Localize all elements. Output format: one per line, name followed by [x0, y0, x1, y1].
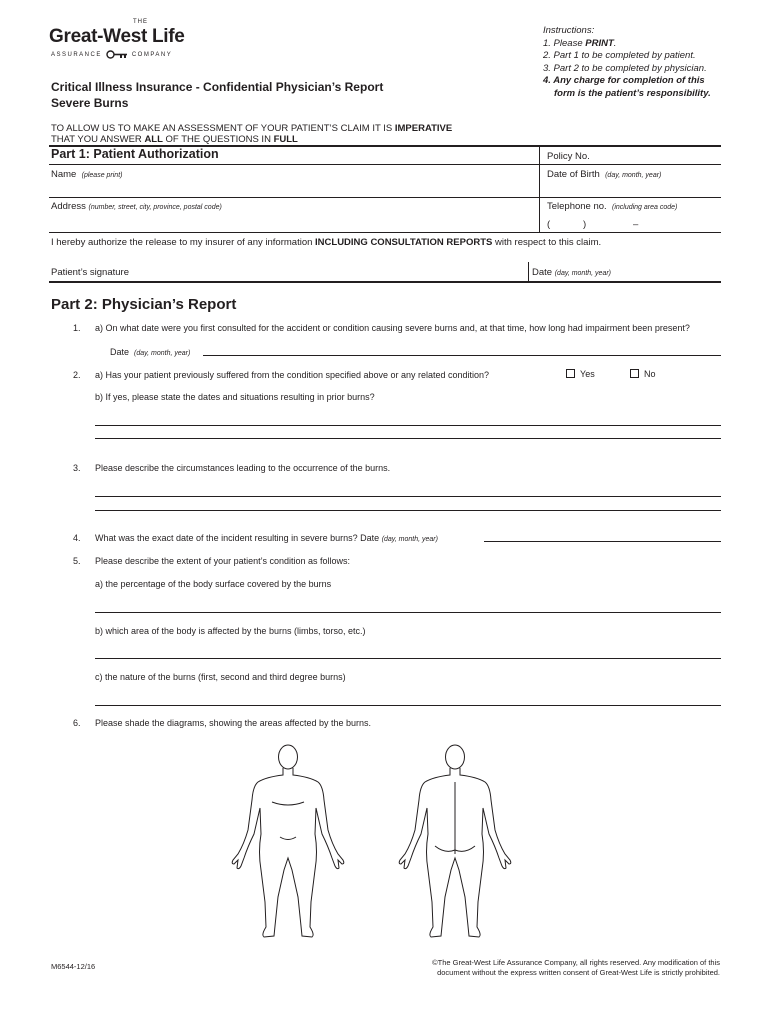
form-title-line1: Critical Illness Insurance - Confidential Physician’s Report	[51, 80, 384, 94]
instructions-heading: Instructions:	[543, 25, 595, 36]
divider	[49, 281, 721, 283]
q3-number: 3.	[73, 463, 81, 473]
yes-checkbox[interactable]	[566, 369, 575, 378]
phone-dash: –	[633, 219, 639, 230]
q1a-text: a) On what date were you first consulted for the accident or condition causing severe burns and, at that time, how long had impairment been present?	[95, 323, 690, 333]
q2-number: 2.	[73, 370, 81, 380]
instructions-line4b: form is the patient’s responsibility.	[554, 87, 711, 99]
q4-date-input[interactable]	[484, 541, 721, 542]
patient-signature-field[interactable]: Patient’s signature	[51, 267, 129, 278]
logo-sub-right: COMPANY	[131, 51, 173, 58]
phone-open-paren: (	[547, 219, 551, 230]
q5b-text: b) which area of the body is affected by the burns (limbs, torso, etc.)	[95, 626, 366, 636]
instructions-line2: 2. Part 1 to be completed by patient.	[543, 50, 696, 61]
instructions-line4a: 4. Any charge for completion of this	[543, 75, 705, 86]
divider	[528, 262, 529, 282]
name-field[interactable]: Name (please print)	[51, 169, 123, 180]
logo-subtitle	[51, 50, 172, 59]
q5-number: 5.	[73, 556, 81, 566]
company-logo: Great-West Life	[49, 26, 185, 47]
logo-the: THE	[133, 19, 148, 25]
form-title	[51, 79, 383, 111]
q2-no-option[interactable]: No	[630, 369, 656, 379]
answer-line[interactable]	[95, 510, 721, 511]
answer-line[interactable]	[95, 658, 721, 659]
divider	[49, 197, 721, 198]
body-front-diagram[interactable]	[228, 742, 348, 945]
answer-line[interactable]	[95, 438, 721, 439]
dob-field[interactable]: Date of Birth (day, month, year)	[547, 169, 662, 180]
q1-date-label: Date (day, month, year)	[110, 347, 191, 357]
q6-number: 6.	[73, 718, 81, 728]
form-code: M6544-12/16	[51, 962, 96, 971]
q2b-text: b) If yes, please state the dates and situations resulting in prior burns?	[95, 392, 375, 402]
authorization-statement: I hereby authorize the release to my insurer of any information INCLUDING CONSULTATION REPORTS with respect to this claim.	[51, 237, 602, 248]
instructions-line1: 1. Please PRINT.	[543, 37, 617, 49]
address-field[interactable]: Address (number, street, city, province, postal code)	[51, 201, 222, 212]
divider	[539, 145, 540, 233]
divider	[49, 164, 721, 165]
imperative-notice	[51, 124, 452, 145]
body-back-diagram[interactable]	[395, 742, 515, 945]
imperative-line1: TO ALLOW US TO MAKE AN ASSESSMENT OF YOUR PATIENT’S CLAIM IT IS IMPERATIVE	[51, 123, 453, 134]
q6-text: Please shade the diagrams, showing the areas affected by the burns.	[95, 718, 372, 728]
q5c-text: c) the nature of the burns (first, second and third degree burns)	[95, 672, 346, 682]
telephone-field[interactable]: Telephone no. (including area code)	[547, 201, 678, 212]
instructions	[543, 25, 711, 100]
key-icon	[106, 50, 128, 59]
part1-title: Part 1: Patient Authorization	[51, 147, 219, 161]
instructions-line3: 3. Part 2 to be completed by physician.	[543, 62, 707, 74]
answer-line[interactable]	[95, 705, 721, 706]
q1-number: 1.	[73, 323, 81, 333]
part2-title: Part 2: Physician’s Report	[51, 296, 237, 313]
logo-sub-left: ASSURANCE	[51, 51, 102, 58]
answer-line[interactable]	[95, 612, 721, 613]
imperative-line2: THAT YOU ANSWER ALL OF THE QUESTIONS IN FULL	[51, 133, 298, 145]
policy-number-label: Policy No.	[547, 151, 590, 162]
q1-date-input[interactable]	[203, 355, 721, 356]
q3-text: Please describe the circumstances leading to the occurrence of the burns.	[95, 463, 391, 473]
divider	[49, 232, 721, 233]
form-title-line2: Severe Burns	[51, 96, 129, 110]
q4-text: What was the exact date of the incident resulting in severe burns? Date (day, month, year)	[95, 533, 438, 543]
q5-text: Please describe the extent of your patient’s condition as follows:	[95, 556, 350, 566]
signature-date-field[interactable]: Date (day, month, year)	[532, 267, 611, 278]
q2-yes-option[interactable]: Yes	[566, 369, 595, 379]
q4-number: 4.	[73, 533, 81, 543]
answer-line[interactable]	[95, 496, 721, 497]
phone-close-paren: )	[583, 219, 587, 230]
copyright-notice: ©The Great-West Life Assurance Company, all rights reserved. Any modification of this document without the express written consent of Great-West Life is strictly prohibited.	[432, 958, 720, 977]
answer-line[interactable]	[95, 425, 721, 426]
no-checkbox[interactable]	[630, 369, 639, 378]
q2a-text: a) Has your patient previously suffered from the condition specified above or any related condition?	[95, 370, 490, 380]
q5a-text: a) the percentage of the body surface covered by the burns	[95, 579, 332, 589]
